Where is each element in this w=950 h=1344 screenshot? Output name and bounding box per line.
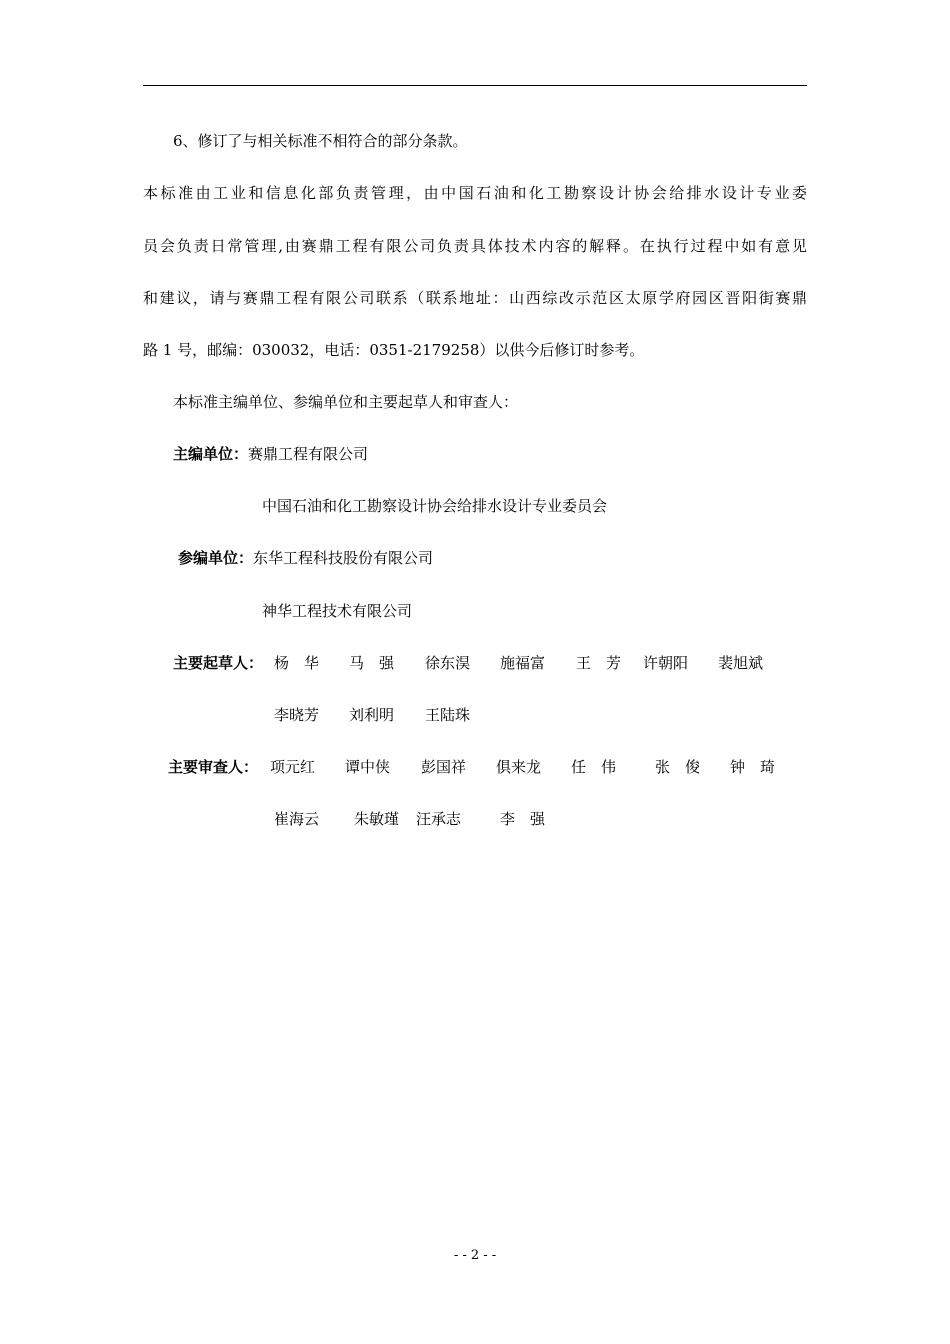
chief-editor-unit-2: 中国石油和化工勘察设计协会给排水设计专业委员会 (262, 497, 608, 515)
drafter-name: 许朝阳 (643, 654, 689, 672)
reviewer-name: 朱敏瑾 (354, 810, 400, 828)
drafter-name: 王陆珠 (425, 706, 471, 724)
participating-label: 参编单位： (178, 549, 254, 567)
drafter-name: 徐东淏 (425, 654, 471, 672)
drafter-name: 李晓芳 (274, 706, 320, 724)
drafter-name: 裴旭斌 (718, 654, 764, 672)
drafters-label: 主要起草人： (173, 654, 264, 672)
reviewer-name: 任 伟 (571, 758, 617, 776)
paragraph-management-line-3: 和建议，请与赛鼎工程有限公司联系（联系地址：山西综改示范区太原学府园区晋阳街赛鼎 (143, 289, 807, 307)
reviewer-name: 彭国祥 (421, 758, 467, 776)
paragraph-units-intro: 本标准主编单位、参编单位和主要起草人和审查人： (173, 393, 519, 411)
reviewer-name: 崔海云 (274, 810, 320, 828)
paragraph-management-line-4: 路 1 号，邮编：030032，电话：0351-2179258）以供今后修订时参考。 (143, 341, 645, 359)
reviewer-name: 汪承志 (416, 810, 462, 828)
reviewer-name: 谭中侠 (345, 758, 391, 776)
reviewer-name: 项元红 (270, 758, 316, 776)
drafter-name: 王 芳 (576, 654, 622, 672)
drafter-name: 杨 华 (274, 654, 320, 672)
drafter-name: 施福富 (500, 654, 546, 672)
participating-unit: 东华工程科技股份有限公司 (253, 549, 434, 567)
reviewer-name: 李 强 (500, 810, 546, 828)
chief-editor-row (173, 444, 368, 464)
reviewer-name: 俱来龙 (496, 758, 542, 776)
participating-row (178, 548, 433, 568)
reviewer-name: 张 俊 (655, 758, 701, 776)
participating-unit-2: 神华工程技术有限公司 (262, 602, 413, 620)
paragraph-management-line-2: 员会负责日常管理,由赛鼎工程有限公司负责具体技术内容的解释。在执行过程中如有意见 (143, 237, 807, 255)
drafter-name: 马 强 (349, 654, 395, 672)
paragraph-revision-6: 6、修订了与相关标准不相符合的部分条款。 (173, 132, 468, 150)
header-rule (143, 85, 807, 86)
chief-editor-unit: 赛鼎工程有限公司 (248, 445, 369, 463)
paragraph-management-line-1: 本标准由工业和信息化部负责管理，由中国石油和化工勘察设计协会给排水设计专业委 (143, 184, 807, 202)
chief-editor-label: 主编单位： (173, 445, 249, 463)
reviewer-name: 钟 琦 (730, 758, 776, 776)
drafter-name: 刘利明 (349, 706, 395, 724)
page-number: - - 2 - - (453, 1248, 497, 1263)
reviewers-label: 主要审查人： (168, 758, 259, 776)
